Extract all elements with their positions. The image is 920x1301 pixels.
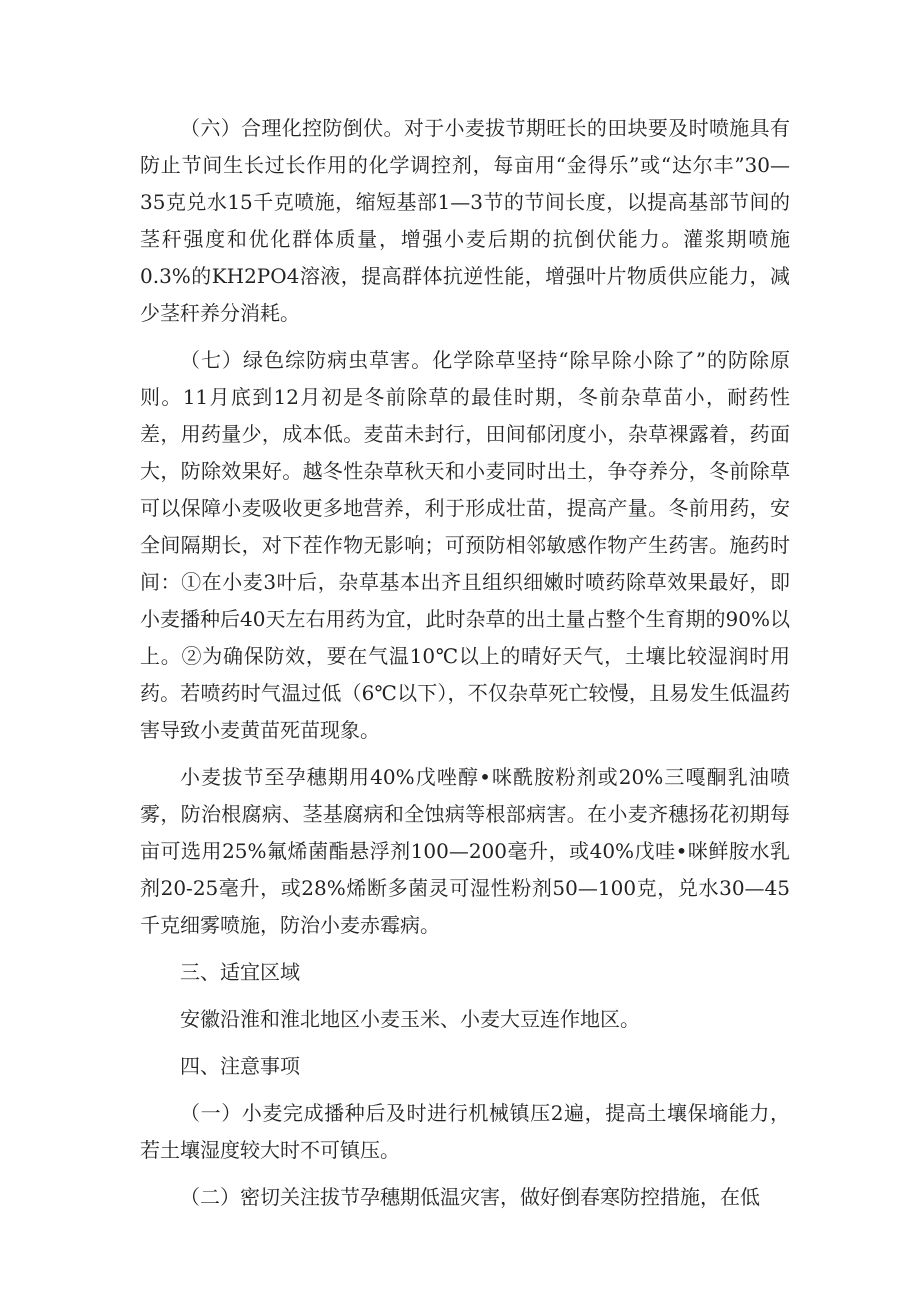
paragraph-weed-control: （七）绿色综防病虫草害。化学除草坚持“除早除小除了”的防除原则。11月底到12月初是冬前除草的最佳时期，冬前杂草苗小，耐药性差，用药量少，成本低。麦苗未封行，田间郁闭度小，杂草裸露着，药面大，防除效果好。越冬性杂草秋天和小麦同时出土，争夺养分，冬前除草可以保障小麦吸收更多地营养，利于形成壮苗，提高产量。冬前用药，安全间隔期长，对下茬作物无影响；可预防相邻敏感作物产生药害。施药时间：①在小麦3叶后，杂草基本出齐且组织细嫩时喷药除草效果最好，即小麦播种后40天左右用药为宜，此时杂草的出土量占整个生育期的90%以上。②为确保防效，要在气温10℃以上的晴好天气，土壤比较湿润时用药。若喷药时气温过低（6℃以下），不仅杂草死亡较慢，且易发生低温药害导致小麦黄苗死苗现象。: [140, 348, 790, 742]
document-body: [140, 110, 790, 1226]
section-heading-suitable-area: 三、适宜区域: [180, 960, 300, 984]
paragraph-disease-control: 小麦拔节至孕穗期用40%戊唑醇•咪酰胺粉剂或20%三嘎酮乳油喷雾，防治根腐病、茎基腐病和全蚀病等根部病害。在小麦齐穗扬花初期每亩可选用25%氟烯菌酯悬浮剂100—200毫升，或40%戊哇•咪鲜胺水乳剂20-25毫升，或28%烯断多菌灵可湿性粉剂50—100克，兑水30—45千克细雾喷施，防治小麦赤霉病。: [140, 765, 790, 937]
paragraph-note-1: （一）小麦完成播种后及时进行机械镇压2遍，提高土壤保墒能力，若土壤湿度较大时不可镇压。: [140, 1101, 790, 1162]
section-heading-notes: 四、注意事项: [180, 1054, 300, 1078]
paragraph-chemical-control: （六）合理化控防倒伏。对于小麦拔节期旺长的田块要及时喷施具有防止节间生长过长作用的化学调控剂，每亩用“金得乐”或“达尔丰”30—35克兑水15千克喷施，缩短基部1—3节的节间长度，以提高基部节间的茎秆强度和优化群体质量，增强小麦后期的抗倒伏能力。灌浆期喷施0.3%的KH2PO4溶液，提高群体抗逆性能，增强叶片物质供应能力，减少茎秆养分消耗。: [140, 116, 790, 325]
paragraph-suitable-area: 安徽沿淮和淮北地区小麦玉米、小麦大豆连作地区。: [180, 1007, 640, 1031]
paragraph-note-2: （二）密切关注拔节孕穗期低温灾害，做好倒春寒防控措施，在低: [180, 1185, 760, 1209]
